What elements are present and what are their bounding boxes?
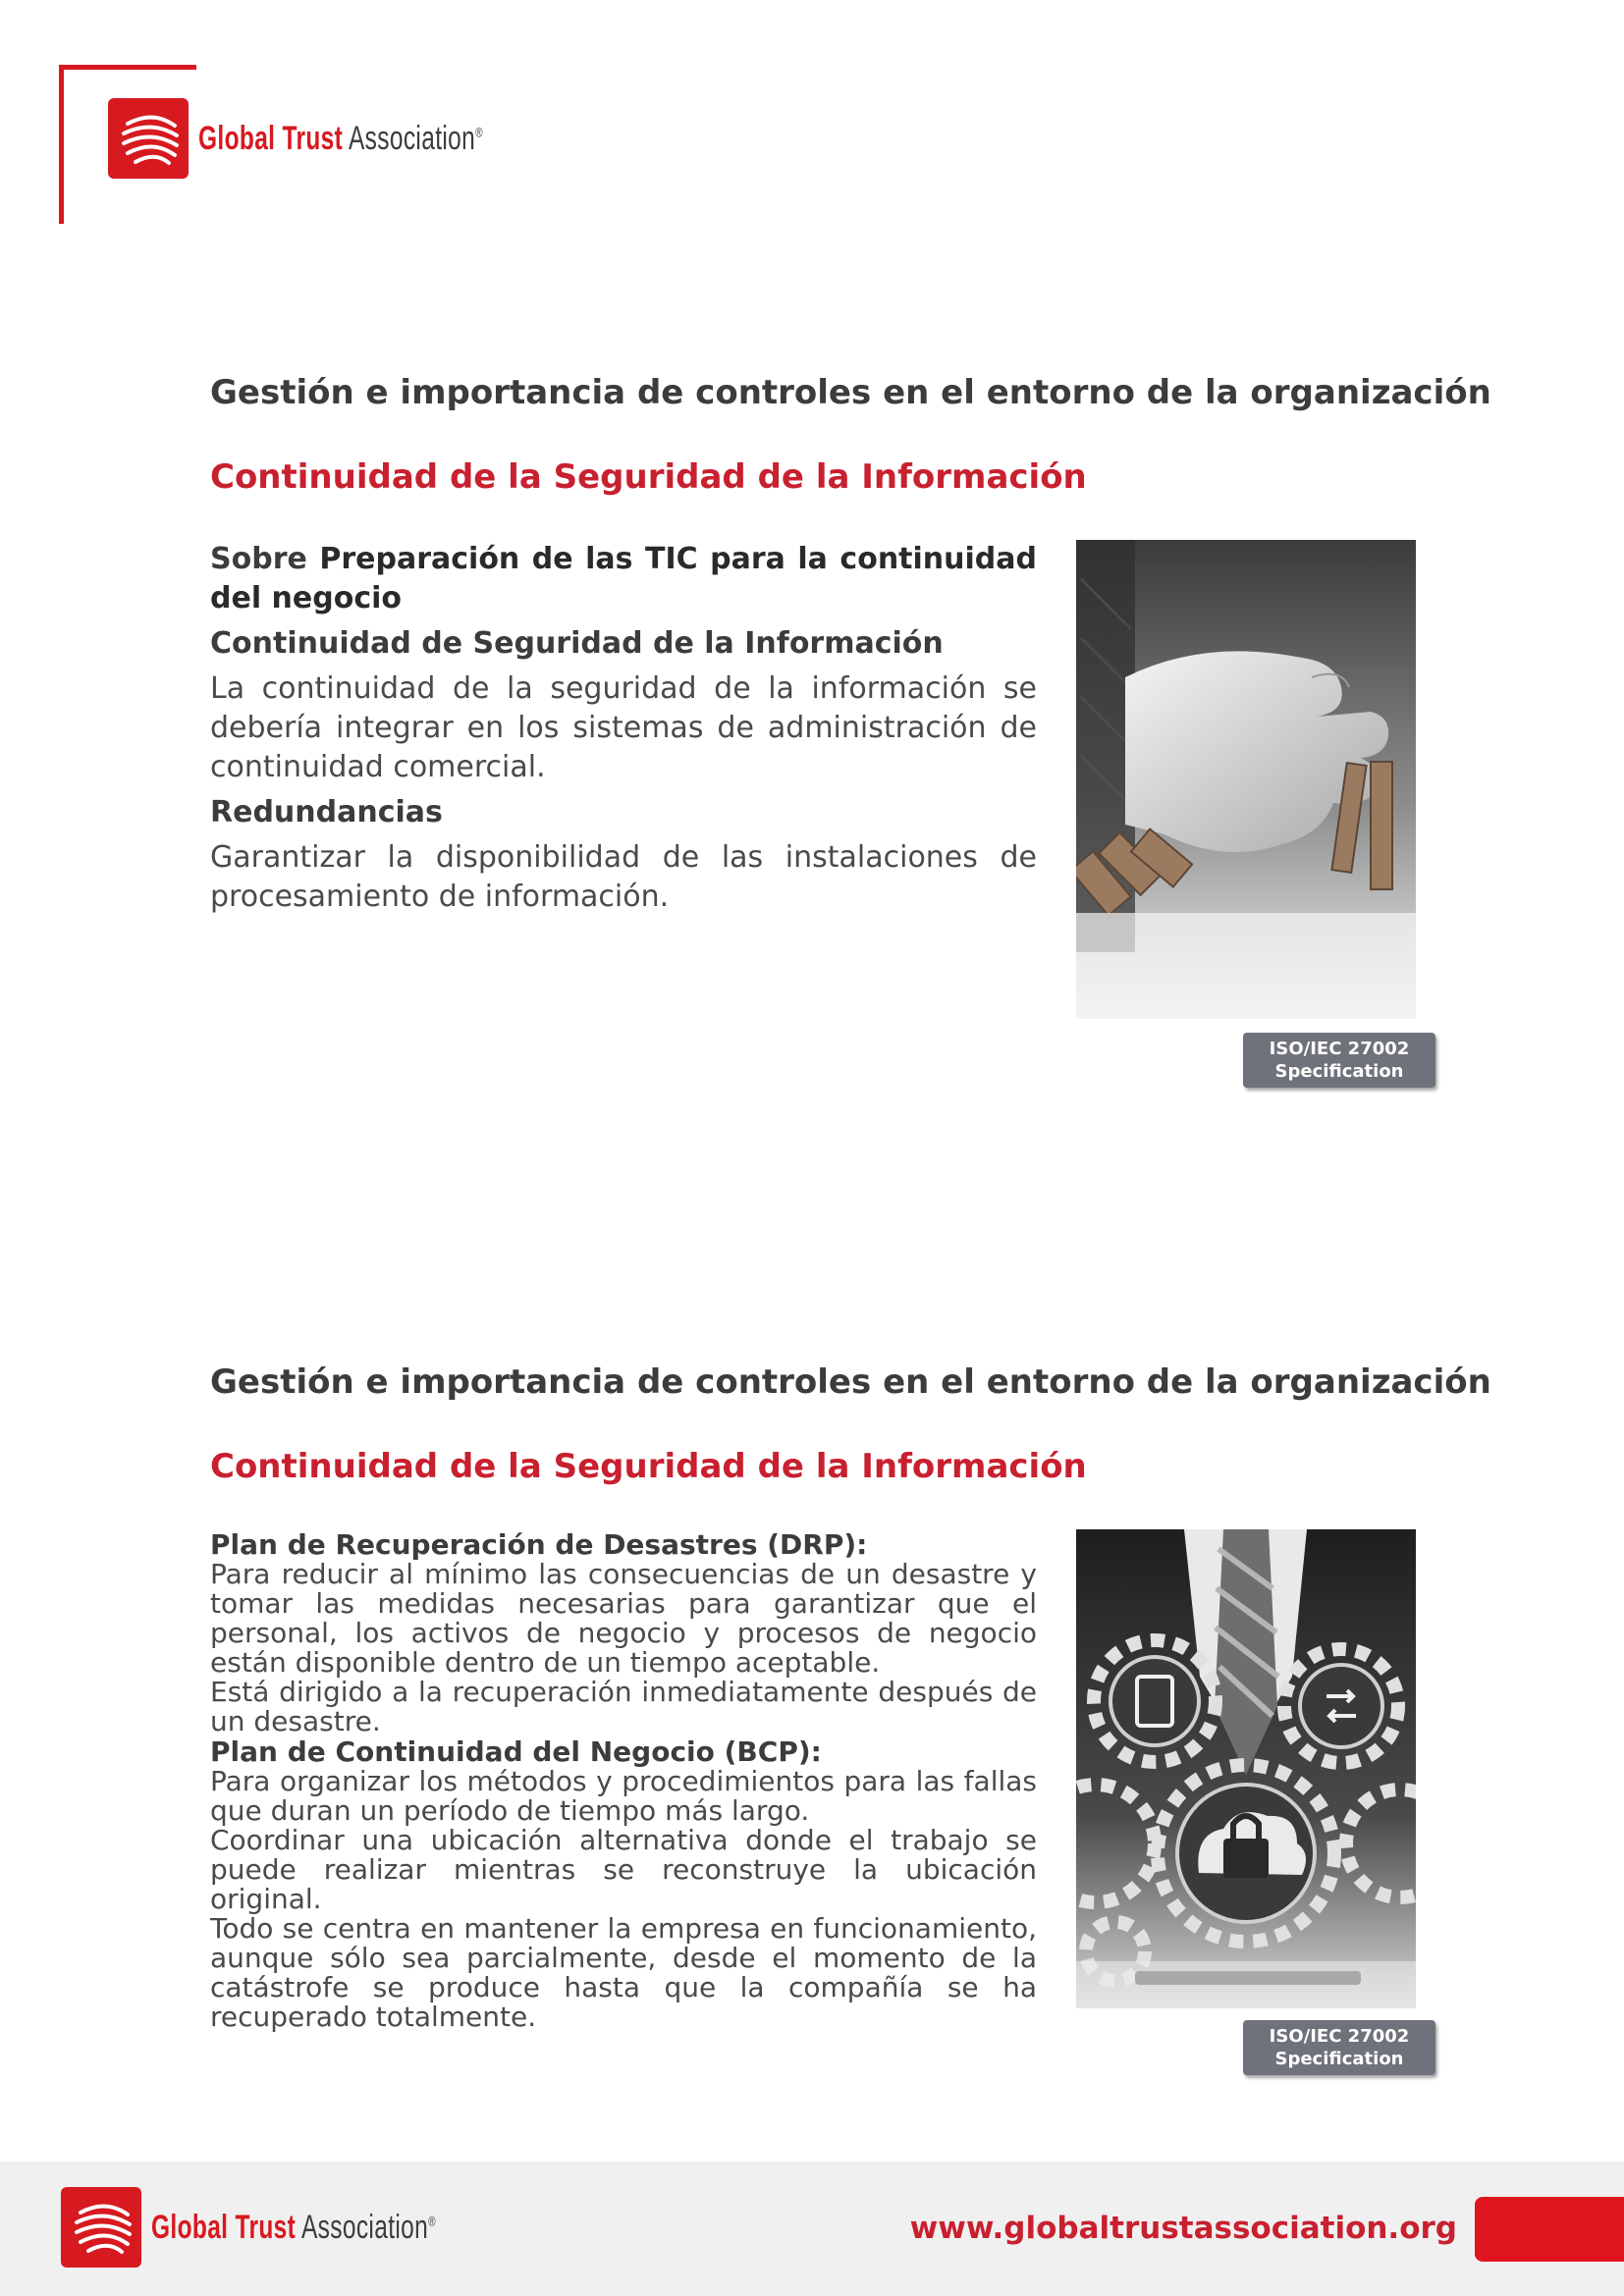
section-subheading: Continuidad de la Seguridad de la Información [210,457,1087,497]
logo-wordmark: Global Trust Association® [198,119,483,157]
block-text: Garantizar la disponibilidad de las instalaciones de procesamiento de información. [210,840,1037,914]
bcp-title: Plan de Continuidad del Negocio (BCP): [210,1735,822,1768]
globe-icon [108,98,189,179]
section-text [210,1529,1037,2032]
footer-accent-bar [1475,2197,1624,2262]
section-drp-bcp [210,1362,1491,2069]
globe-icon [61,2187,141,2268]
block-title: Continuidad de Seguridad de la Información [210,626,944,661]
bcp-paragraph: Coordinar una ubicación alternativa donde el trabajo se puede realizar mientras se reconstruye la ubicación original. [210,1824,1037,1915]
header-logo [108,98,594,179]
website-link[interactable]: www.globaltrustassociation.org [909,2211,1457,2246]
drp-paragraph: Está dirigido a la recuperación inmediatamente después de un desastre. [210,1676,1037,1737]
block-title: Redundancias [210,795,443,829]
block-text: La continuidad de la seguridad de la información se debería integrar en los sistemas de administración de continuidad comercial. [210,671,1037,784]
intro-line: Sobre Preparación de las TIC para la continuidad del negocio [210,542,1037,615]
corner-accent-vertical [59,65,64,224]
bcp-paragraph: Todo se centra en mantener la empresa en funcionamiento, aunque sólo sea parcialmente, desde el momento de la catástrofe se produce hasta que la compañía se ha recuperado totalmente. [210,1912,1037,2033]
logo-wordmark: Global Trust Association® [151,2208,436,2246]
gears-security-photo [1076,1529,1416,2008]
section-text [210,540,1037,917]
badge-line1: ISO/IEC 27002 [1269,1039,1410,1059]
drp-paragraph: Para reducir al mínimo las consecuencias de un desastre y tomar las medidas necesarias para garantizar que el personal, los activos de negocio y procesos de negocio están disponible dentro de un tiempo aceptable. [210,1558,1037,1679]
iso-badge [1243,2020,1435,2075]
section-ict-continuity [210,373,1491,1082]
badge-line2: Specification [1274,2049,1404,2069]
corner-accent-horizontal [59,65,196,70]
badge-line1: ISO/IEC 27002 [1269,2026,1410,2047]
footer-logo [61,2187,547,2268]
section-subheading: Continuidad de la Seguridad de la Información [210,1447,1087,1486]
hand-dominoes-photo [1076,540,1416,1019]
section-heading: Gestión e importancia de controles en el entorno de la organización [210,1362,1491,1402]
iso-badge [1243,1033,1435,1088]
bcp-paragraph: Para organizar los métodos y procedimientos para las fallas que duran un período de tiempo más largo. [210,1765,1037,1827]
drp-title: Plan de Recuperación de Desastres (DRP): [210,1528,868,1561]
section-heading: Gestión e importancia de controles en el entorno de la organización [210,373,1491,412]
badge-line2: Specification [1274,1061,1404,1082]
